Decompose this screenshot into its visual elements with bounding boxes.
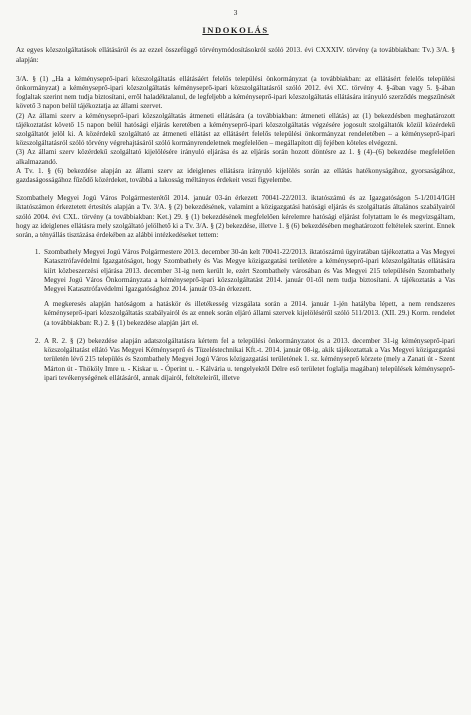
list-item-paragraph: A megkeresés alapján hatóságom a hatáskör és illetékesség vizsgálata során a 2014. január 1-jén hatályba lépett, a nem rendszeres kéményseprő-ipari közszolgáltatás szabályairól és az ennek során eljáró állami szervek kijelöléséről szóló 511/2013. (XII. 29.) Korm. rendelet (a továbbiakban: R.) 2. § (1) bekezdése alapján járt el.	[44, 300, 455, 327]
measures-list	[16, 248, 455, 383]
list-item	[42, 248, 455, 328]
document-heading: INDOKOLÁS	[202, 25, 269, 36]
quote-paragraph-2: (2) Az állami szerv a kéményseprő-ipari közszolgáltatás átmeneti ellátására (a továbbiakban: átmeneti ellátás) az (1) bekezdésben meghatározott tájékoztatást követő 15 napon belül hatósági eljárás keretében a kéményseprő-ipari közszolgáltatás végzésére jogosult szolgáltatók közül közérdekű szolgáltatót jelöl ki. A közérdekű szolgáltató az átmeneti ellátást az ellátásért felelős települési önkormányzat rendeletében – a kéményseprő-ipari közszolgáltatásról szóló törvény végrehajtásáról szóló kormányrendeletnek megfelelően – megállapított díj fejében köteles elvégezni.	[16, 111, 455, 148]
list-item-paragraph: 1. Szombathely Megyei Jogú Város Polgármestere 2013. december 30-án kelt 70041-22/2013. iktatószámú ügyiratában tájékoztatta a Vas Megyei Katasztrófavédelmi Igazgatóságot, hogy Szombathely és Vas Megye közigazgatási területére a kéményseprő-ipari közszolgáltatás ellátására kiírt közbeszerzési eljárása 2013. december 31-ig nem került le, ezért Szombathely városában és Vas Megyei 215 településén Szombathely Megyei Jogú Város Önkormányzata a kéményseprő-ipari közszolgáltatást 2014. január 01-től nem tudja biztosítani. A tájékoztatás a Vas Megyei Katasztrófavédelmi Igazgatósághoz 2014. január 03-án érkezett.	[44, 248, 455, 294]
list-item	[42, 337, 455, 383]
quote-paragraph-1: 3/A. § (1) „Ha a kéményseprő-ipari közszolgáltatás ellátásáért felelős települési önkormányzat (a továbbiakban: az ellátásért felelős települési önkormányzat) a kéményseprő-ipari közszolgáltatás kéményseprő-ipari közszolgáltatásról szóló 2012. évi XC. törvény 4. §-ában vagy 5. §-ában foglaltak szerint nem tudja biztosítani, erről haladéktalanul, de legfeljebb a kéményseprő-ipari közszolgáltatás ellátására irányuló szerződés megszűnését követő 3 napon belül tájékoztatja az állami szervet.	[16, 74, 455, 111]
quote-paragraph-3: (3) Az állami szerv közérdekű szolgáltató kijelölésére irányuló eljárása és az eljárás során hozott döntésre az 1. § (4)–(6) bekezdése megfelelően alkalmazandó.	[16, 148, 455, 166]
list-item-paragraph: 2. A R. 2. § (2) bekezdése alapján adatszolgáltatásra kértem fel a települési önkormányzatot és a 2013. december 31-ig kéményseprő-ipari közszolgáltatást ellátó Vas Megyei Kéményseprő és Tüzeléstechnikai Kft.-t. 2014. január 08-ig, akik tájékoztattak a Vas Megyei közigazgatási területén lévő 215 település és Szombathely Megyei Jogú Város közigazgatási területének 1. sz. kéményseprő körzete (mely a Zanati út - Szent Márton út - Thököly Imre u. - Kiskar u. - Óperint u. - Kálvária u. tengelyektől Délre eső területet foglalja magában) települések kéményseprő-ipari tevékenységének ellátásáról, annak díjairól, feltételeiről, illetve	[44, 336, 455, 382]
quoted-law-section	[16, 75, 455, 185]
intro-paragraph: Az egyes közszolgáltatások ellátásáról és az ezzel összefüggő törvénymódosításokról szóló 2013. évi CXXXIV. törvény (a továbbiakban: Tv.) 3/A. § alapján:	[16, 46, 455, 64]
main-paragraph: Szombathely Megyei Jogú Város Polgármesterétől 2014. január 03-án érkezett 70041-22/2013. iktatószámú és az Igazgatóságon 5-1/2014/IGH iktatószámon érkeztetett értesítés alapján a Tv. 3/A. § (2) bekezdésének, valamint a közigazgatási hatósági eljárás és szolgáltatás általános szabályairól szóló 2004. évi CXL. törvény (a továbbiakban: Ket.) 29. § (1) bekezdésének megfelelően kérelemre hatósági eljárást folytattam le és megvizsgáltam, hogy az ideiglenes ellátásra mely szolgáltató jelölhető ki a Tv. 3/A. § (2) bekezdése, illetve 1. § (6) bekezdésében meghatározott feltételek szerint. Ennek során, a tényállás tisztázása érdekében az alábbi intézkedéseket tettem:	[16, 194, 455, 240]
quote-paragraph-4: A Tv. 1. § (6) bekezdése alapján az állami szerv az ideiglenes ellátásra irányuló kijelölés során az ellátás hatékonyságához, gyorsaságához, gazdaságosságához fűződő közérdeket, továbbá a lakosság méltányos érdekeit veszi figyelembe.	[16, 166, 455, 185]
page-number: 3	[233, 8, 238, 17]
